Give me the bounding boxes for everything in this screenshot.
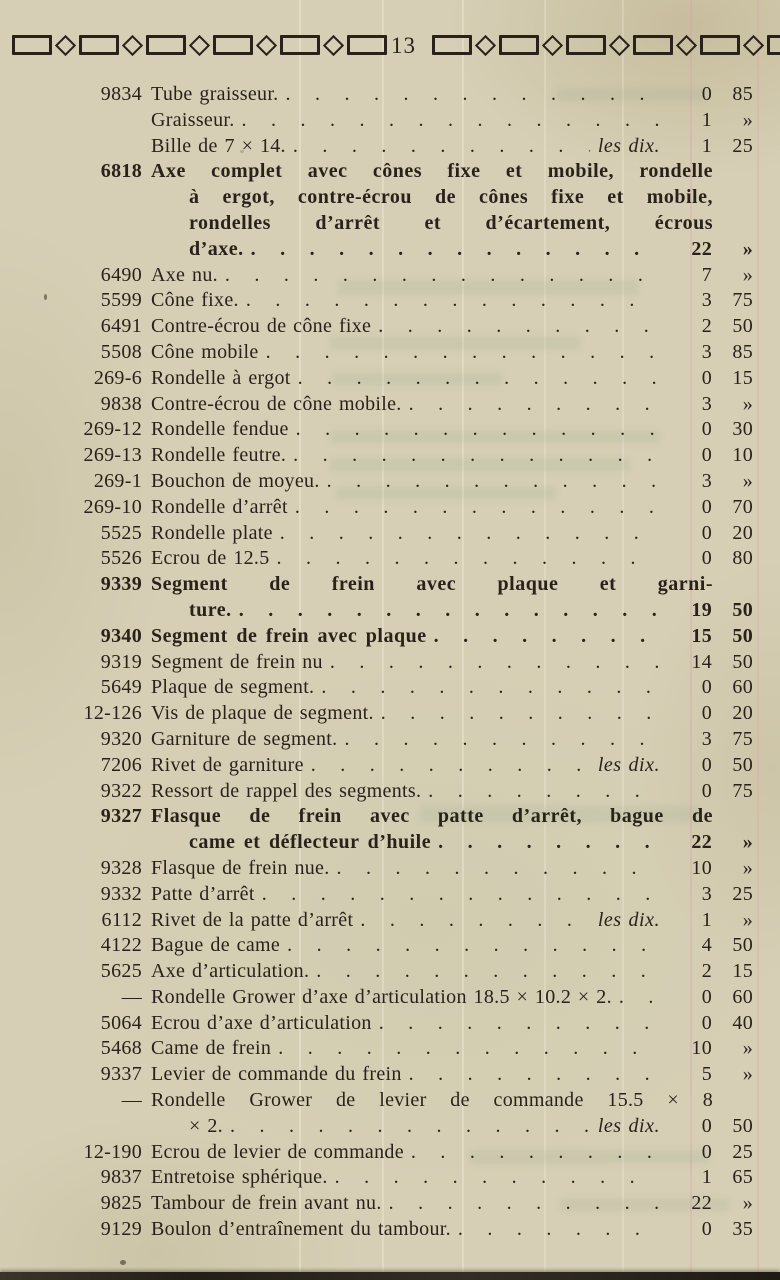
dot-leader (328, 1165, 660, 1191)
table-row (30, 392, 753, 418)
part-ref: 269-1 (93, 469, 142, 492)
table-row (30, 675, 753, 701)
ornament-rectangle-icon (432, 35, 472, 55)
part-ref: 269-10 (83, 495, 142, 518)
table-row (30, 650, 753, 676)
part-label: Garniture de segment. (151, 727, 338, 750)
table-row (30, 366, 753, 392)
part-label: rondelles d’arrêt et d’écartement, écrous (189, 211, 713, 234)
ornament-diamond-icon (475, 34, 496, 55)
part-ref: 9825 (100, 1192, 142, 1215)
price-centimes: 50 (732, 315, 753, 338)
price-centimes: 60 (732, 985, 753, 1008)
table-row (30, 263, 753, 289)
parts-table (30, 82, 753, 1243)
dot-leader (304, 753, 590, 779)
price-centimes: 20 (732, 521, 753, 544)
part-label: Bouchon de moyeu. (151, 469, 320, 492)
part-ref: — (121, 1089, 142, 1112)
price-francs: 3 (701, 289, 712, 312)
ornament-rectangle-icon (700, 35, 740, 55)
dot-leader (280, 933, 660, 959)
table-row (30, 1062, 753, 1088)
part-label: Rondelle d’arrêt (151, 495, 288, 518)
table-row (30, 546, 753, 572)
part-label: Ecrou de levier de commande (151, 1140, 404, 1163)
price-francs: 3 (701, 469, 712, 492)
table-row (30, 1036, 753, 1062)
price-francs: 0 (701, 418, 712, 441)
page-header (12, 30, 770, 60)
table-row (30, 314, 753, 340)
table-row (30, 82, 753, 108)
table-row (30, 1217, 753, 1243)
part-ref: 6490 (100, 263, 142, 286)
ornament-diamond-icon (609, 34, 630, 55)
part-label: Tambour de frein avant nu. (151, 1192, 382, 1215)
ornament-right (432, 35, 780, 55)
price-centimes: 50 (732, 753, 753, 776)
part-label: ture. (189, 598, 232, 621)
stain-speck (120, 1260, 126, 1265)
part-label: Vis de plaque de segment. (151, 702, 374, 725)
table-row (30, 417, 753, 443)
ornament-diamond-icon (676, 34, 697, 55)
ornament-rectangle-icon (767, 35, 780, 55)
price-centimes: » (742, 1192, 753, 1215)
price-centimes: 15 (732, 960, 753, 983)
price-francs: 22 (691, 237, 712, 260)
table-row (30, 933, 753, 959)
ornament-diamond-icon (189, 34, 210, 55)
part-ref: 5649 (100, 676, 142, 699)
table-row (30, 443, 753, 469)
price-francs: 0 (701, 779, 712, 802)
table-row (30, 288, 753, 314)
table-row (30, 701, 753, 727)
dot-leader (421, 779, 660, 805)
dot-leader (235, 108, 660, 134)
dot-leader (223, 1114, 590, 1140)
part-label: Ecrou de 12.5 (151, 547, 270, 570)
price-centimes: » (742, 469, 753, 492)
table-row (30, 779, 753, 805)
part-ref: 9320 (100, 727, 142, 750)
price-francs: 15 (691, 624, 712, 647)
price-francs: 19 (691, 598, 712, 621)
price-centimes: 15 (732, 366, 753, 389)
part-label: Rondelle fendue (151, 418, 289, 441)
price-centimes: 20 (732, 702, 753, 725)
price-centimes: » (742, 263, 753, 286)
ornament-rectangle-icon (12, 35, 52, 55)
dot-leader (286, 134, 590, 160)
page-number: 13 (391, 32, 416, 58)
price-francs: 1 (701, 908, 712, 931)
dot-leader (431, 830, 660, 856)
part-label: Axe d’articulation. (151, 960, 310, 983)
table-row (30, 1165, 753, 1191)
part-ref: 9337 (100, 1063, 142, 1086)
dot-leader (218, 263, 660, 289)
dot-leader (244, 237, 660, 263)
price-francs: 0 (701, 547, 712, 570)
part-label: Segment de frein avec plaque (151, 624, 427, 647)
part-label: Patte d’arrêt (151, 882, 255, 905)
ornament-rectangle-icon (566, 35, 606, 55)
price-centimes: » (742, 831, 753, 854)
price-centimes: 25 (732, 134, 753, 157)
price-francs: 2 (701, 960, 712, 983)
dot-leader (323, 650, 660, 676)
price-centimes: 75 (732, 727, 753, 750)
ornament-rectangle-icon (499, 35, 539, 55)
price-francs: 3 (701, 340, 712, 363)
table-row (30, 624, 753, 650)
price-francs: 0 (701, 1011, 712, 1034)
price-francs: 0 (701, 1218, 712, 1241)
ornament-rectangle-icon (213, 35, 253, 55)
part-ref: 269-12 (83, 418, 142, 441)
table-row (30, 753, 753, 779)
dot-leader (232, 598, 660, 624)
part-label: Cône mobile (151, 340, 259, 363)
table-row (30, 908, 753, 934)
dot-leader (259, 340, 660, 366)
price-centimes: 85 (732, 83, 753, 105)
scan-bottom-edge (0, 1272, 780, 1280)
table-row (30, 134, 753, 160)
part-label: Rivet de garniture (151, 753, 304, 776)
table-row (30, 340, 753, 366)
table-row (30, 856, 753, 882)
part-ref: 269-13 (83, 444, 142, 467)
part-ref: 9339 (100, 573, 142, 596)
price-centimes: 50 (732, 650, 753, 673)
price-francs: 1 (701, 108, 712, 131)
unit-label: les dix. (597, 908, 660, 931)
part-ref: 12-126 (83, 702, 142, 725)
part-label: Ressort de rappel des segments. (151, 779, 422, 802)
part-ref: 9322 (100, 779, 142, 802)
price-francs: 3 (701, 392, 712, 415)
price-francs: 0 (701, 753, 712, 776)
table-row (30, 1140, 753, 1166)
part-label: Flasque de frein avec patte d’arrêt, bague de (151, 805, 713, 828)
price-centimes: 30 (732, 418, 753, 441)
part-ref: 6491 (100, 315, 142, 338)
price-centimes: 80 (732, 547, 753, 570)
dot-leader (612, 985, 660, 1011)
price-francs: 0 (701, 83, 712, 105)
ornament-rectangle-icon (633, 35, 673, 55)
price-centimes: » (742, 856, 753, 879)
dot-leader (451, 1217, 660, 1243)
price-francs: 7 (701, 263, 712, 286)
price-centimes: 85 (732, 340, 753, 363)
dot-leader (289, 417, 660, 443)
part-ref: 6818 (100, 160, 142, 183)
table-row (30, 804, 753, 856)
part-label: Contre-écrou de cône mobile. (151, 392, 402, 415)
table-row (30, 159, 753, 262)
part-label: Flasque de frein nue. (151, 856, 330, 879)
dot-leader (382, 1191, 660, 1217)
price-francs: 0 (701, 1140, 712, 1163)
price-centimes: » (742, 237, 753, 260)
price-francs: 22 (691, 831, 712, 854)
part-label: Cône fixe. (151, 289, 239, 312)
part-ref: 5526 (100, 547, 142, 570)
ornament-rectangle-icon (79, 35, 119, 55)
price-francs: 0 (701, 702, 712, 725)
part-label: Rivet de la patte d’arrêt (151, 908, 354, 931)
price-centimes: » (742, 1037, 753, 1060)
dot-leader (239, 288, 660, 314)
price-centimes: 10 (732, 444, 753, 467)
dot-leader (402, 1062, 660, 1088)
price-francs: 0 (701, 676, 712, 699)
table-row (30, 108, 753, 134)
price-centimes: 40 (732, 1011, 753, 1034)
ornament-diamond-icon (743, 34, 764, 55)
part-label: Came de frein (151, 1037, 272, 1060)
dot-leader (330, 856, 660, 882)
part-label: Tube graisseur. (151, 83, 279, 105)
price-centimes: » (742, 1063, 753, 1086)
part-ref: 9328 (100, 856, 142, 879)
dot-leader (402, 392, 660, 418)
price-francs: 0 (701, 985, 712, 1008)
part-label: × 2. (189, 1114, 223, 1137)
dot-leader (374, 701, 660, 727)
ornament-rectangle-icon (280, 35, 320, 55)
price-centimes: 25 (732, 882, 753, 905)
part-ref: 269-6 (93, 366, 142, 389)
part-ref: 5625 (100, 960, 142, 983)
dot-leader (271, 1036, 660, 1062)
unit-label: les dix. (597, 753, 660, 776)
price-centimes: » (742, 392, 753, 415)
dot-leader (288, 495, 660, 521)
part-ref: 9129 (100, 1218, 142, 1241)
price-francs: 0 (701, 366, 712, 389)
part-label: Rondelle Grower de levier de commande 15.5 × 8 (151, 1089, 713, 1112)
part-label: Contre-écrou de cône fixe (151, 315, 372, 338)
dot-leader (371, 314, 660, 340)
dot-leader (286, 443, 660, 469)
part-label: Rondelle feutre. (151, 444, 287, 467)
part-label: Rondelle à ergot (151, 366, 291, 389)
table-row (30, 727, 753, 753)
price-centimes: 50 (732, 598, 753, 621)
part-label: Segment de frein nu (151, 650, 323, 673)
table-row (30, 521, 753, 547)
part-ref: 5525 (100, 521, 142, 544)
part-label: Bague de came (151, 934, 281, 957)
ornament-diamond-icon (323, 34, 344, 55)
part-ref: 12-190 (83, 1140, 142, 1163)
table-row (30, 1011, 753, 1037)
price-centimes: 70 (732, 495, 753, 518)
part-ref: 6112 (101, 908, 142, 931)
part-ref: 5599 (100, 289, 142, 312)
ornament-diamond-icon (55, 34, 76, 55)
price-francs: 4 (701, 934, 712, 957)
price-francs: 10 (691, 1037, 712, 1060)
price-francs: 0 (701, 495, 712, 518)
part-ref: 9327 (100, 805, 142, 828)
part-ref: 9834 (100, 83, 142, 105)
dot-leader (320, 469, 660, 495)
price-francs: 1 (701, 134, 712, 157)
dot-leader (353, 908, 590, 934)
table-row (30, 985, 753, 1011)
part-ref: 5508 (100, 340, 142, 363)
price-centimes: 35 (732, 1218, 753, 1241)
price-centimes: » (742, 908, 753, 931)
price-francs: 3 (701, 727, 712, 750)
unit-label: les dix. (597, 1114, 660, 1137)
price-francs: 0 (701, 444, 712, 467)
price-francs: 1 (701, 1166, 712, 1189)
price-francs: 3 (701, 882, 712, 905)
table-row (30, 495, 753, 521)
ornament-rectangle-icon (146, 35, 186, 55)
part-ref: — (121, 985, 142, 1008)
dot-leader (270, 546, 660, 572)
part-label: à ergot, contre-écrou de cônes fixe et mobile, (189, 186, 713, 209)
part-label: d’axe. (189, 237, 244, 260)
part-ref: 7206 (100, 753, 142, 776)
part-label: Segment de frein avec plaque et garni- (151, 573, 713, 596)
table-row (30, 469, 753, 495)
dot-leader (404, 1140, 660, 1166)
table-row (30, 882, 753, 908)
part-label: Bille de 7 × 14. (151, 134, 286, 157)
part-ref: 9319 (100, 650, 142, 673)
part-label: Axe nu. (151, 263, 218, 286)
part-label: came et déflecteur d’huile (189, 831, 432, 854)
price-centimes: 50 (732, 934, 753, 957)
table-row (30, 959, 753, 985)
part-ref: 9838 (100, 392, 142, 415)
table-row (30, 1088, 753, 1140)
part-ref: 4122 (100, 934, 142, 957)
dot-leader (309, 959, 660, 985)
part-ref: 5064 (100, 1011, 142, 1034)
ornament-diamond-icon (122, 34, 143, 55)
dot-leader (337, 727, 660, 753)
price-centimes: 75 (732, 779, 753, 802)
ornament-left (12, 35, 387, 55)
part-label: Boulon d’entraînement du tambour. (151, 1218, 451, 1241)
price-centimes: 50 (732, 624, 753, 647)
dot-leader (278, 82, 660, 108)
dot-leader (314, 675, 660, 701)
dot-leader (273, 521, 660, 547)
part-ref: 9837 (100, 1166, 142, 1189)
part-label: Ecrou d’axe d’articulation (151, 1011, 372, 1034)
dot-leader (427, 624, 660, 650)
price-francs: 5 (701, 1063, 712, 1086)
dot-leader (255, 882, 660, 908)
part-ref: 9332 (100, 882, 142, 905)
part-ref: 9340 (100, 624, 142, 647)
dot-leader (372, 1011, 660, 1037)
price-centimes: 65 (732, 1166, 753, 1189)
price-centimes: 50 (732, 1114, 753, 1137)
price-centimes: 75 (732, 289, 753, 312)
table-row (30, 1191, 753, 1217)
price-centimes: 60 (732, 676, 753, 699)
price-centimes: 25 (732, 1140, 753, 1163)
price-centimes: » (742, 108, 753, 131)
price-francs: 10 (691, 856, 712, 879)
price-francs: 2 (701, 315, 712, 338)
price-francs: 22 (691, 1192, 712, 1215)
part-label: Axe complet avec cônes fixe et mobile, rondelle (151, 160, 713, 183)
scan-line-artifact (757, 0, 759, 1280)
dot-leader (291, 366, 660, 392)
price-francs: 14 (691, 650, 712, 673)
table-row (30, 572, 753, 624)
part-label: Plaque de segment. (151, 676, 315, 699)
part-ref: 5468 (100, 1037, 142, 1060)
ornament-diamond-icon (542, 34, 563, 55)
price-francs: 0 (701, 521, 712, 544)
ornament-diamond-icon (256, 34, 277, 55)
part-label: Levier de commande du frein (151, 1063, 402, 1086)
part-label: Rondelle plate (151, 521, 273, 544)
part-label: Graisseur. (151, 108, 235, 131)
part-label: Entretoise sphérique. (151, 1166, 328, 1189)
unit-label: les dix. (597, 134, 660, 157)
price-francs: 0 (701, 1114, 712, 1137)
part-label: Rondelle Grower d’axe d’articulation 18.5 × 10.2 × 2. (151, 985, 612, 1008)
